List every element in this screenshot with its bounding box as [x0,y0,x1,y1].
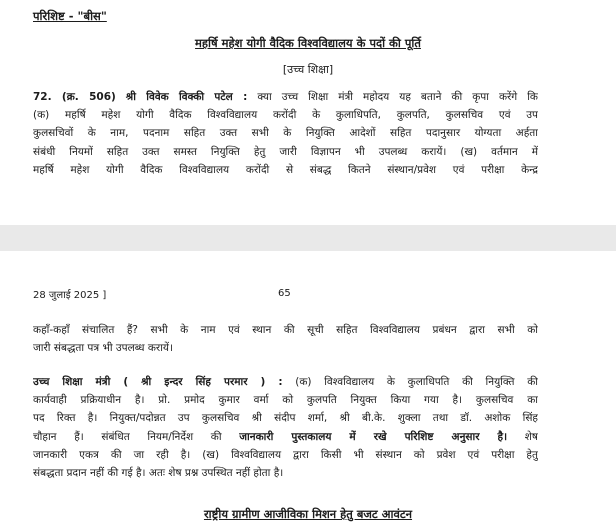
question-line: क्या उच्च शिक्षा मंत्री महोदय यह बताने की कृपा करेंगे कि [257,91,538,103]
question-continuation [33,323,538,359]
answer-emphasis: जानकारी पुस्तकालय में रखे परिशिष्ट अनुसार है। [239,430,508,443]
question-line: महर्षि महेश योगी वैदिक विश्वविद्यालय करोंदी से संबद्ध कितने संस्थान/प्रवेश एवं परीक्षा केन्द्र [33,163,538,176]
answer-text [33,375,538,484]
page-date: 28 जुलाई 2025 ] [33,290,107,301]
annex-label: परिशिष्ट - "बीस" [33,9,107,23]
question-number: 72. (क्र. 506) [33,91,116,103]
answer-line: शेष [524,430,538,443]
question-line: संबंधी नियमों सहित उक्त समस्त नियुक्ति हेतु जारी विज्ञापन भी उपलब्ध करायें। (ख) वर्तमान में [33,145,538,158]
question-line: (क) महर्षि महेश योगी वैदिक विश्वविद्यालय करोंदी के कुलाधिपति, कुलपति, कुलसचिव एवं उप [33,109,538,122]
document-page-bottom [0,251,616,531]
question-line: जारी संबद्धता पत्र भी उपलब्ध करायें। [33,342,173,355]
section-subheading: [उच्च शिक्षा] [282,63,334,76]
document-page-top [0,0,616,225]
answer-line: चौहान हैं। संबंधित नियम/निर्देश की [33,430,222,443]
answer-line: जानकारी एकत्र की जा रही है। (ख) विश्वविद्यालय द्वारा किसी भी संस्थान को प्रवेश एवं परीक्षा हेतु [33,448,538,461]
answer-line: पद रिक्त है। नियुक्त/पदोन्नत उप कुलसचिव श्री संदीप शर्मा, श्री बी.के. शुक्ला तथा डॉ. अशोक सिंह [33,412,538,425]
answer-line: संबद्धता प्रदान नहीं की गई है। अतः शेष प्रश्न उपस्थित नहीं होता है। [33,466,284,479]
answer-line: कार्यवाही प्रक्रियाधीन है। प्रो. प्रमोद कुमार वर्मा को कुलपति नियुक्त किया गया है। कुलसचिव का [33,394,538,407]
member-name: श्री विवेक विक्की पटेल : [125,91,248,103]
next-section-heading: राष्ट्रीय ग्रामीण आजीविका मिशन हेतु बजट आवंटन [203,507,413,521]
question-line: कुलसचिवों के नाम, पदनाम सहित उक्त सभी के नियुक्ति आदेशों सहित पदानुसार योग्यता अर्हता [33,127,538,140]
question-line: कहाँ-कहाँ संचालित हैं? सभी के नाम एवं स्थान की सूची सहित विश्वविद्यालय प्रबंधन द्वारा सभी को [33,324,538,336]
answer-speaker: उच्च शिक्षा मंत्री ( श्री इन्दर सिंह परमार ) : [33,376,283,388]
answer-line: (क) विश्वविद्यालय के कुलाधिपति की नियुक्ति की [295,376,538,388]
question-text [33,90,538,181]
section-heading: महर्षि महेश योगी वैदिक विश्वविद्यालय के पदों की पूर्ति [195,36,421,50]
page-number: 65 [278,288,291,299]
